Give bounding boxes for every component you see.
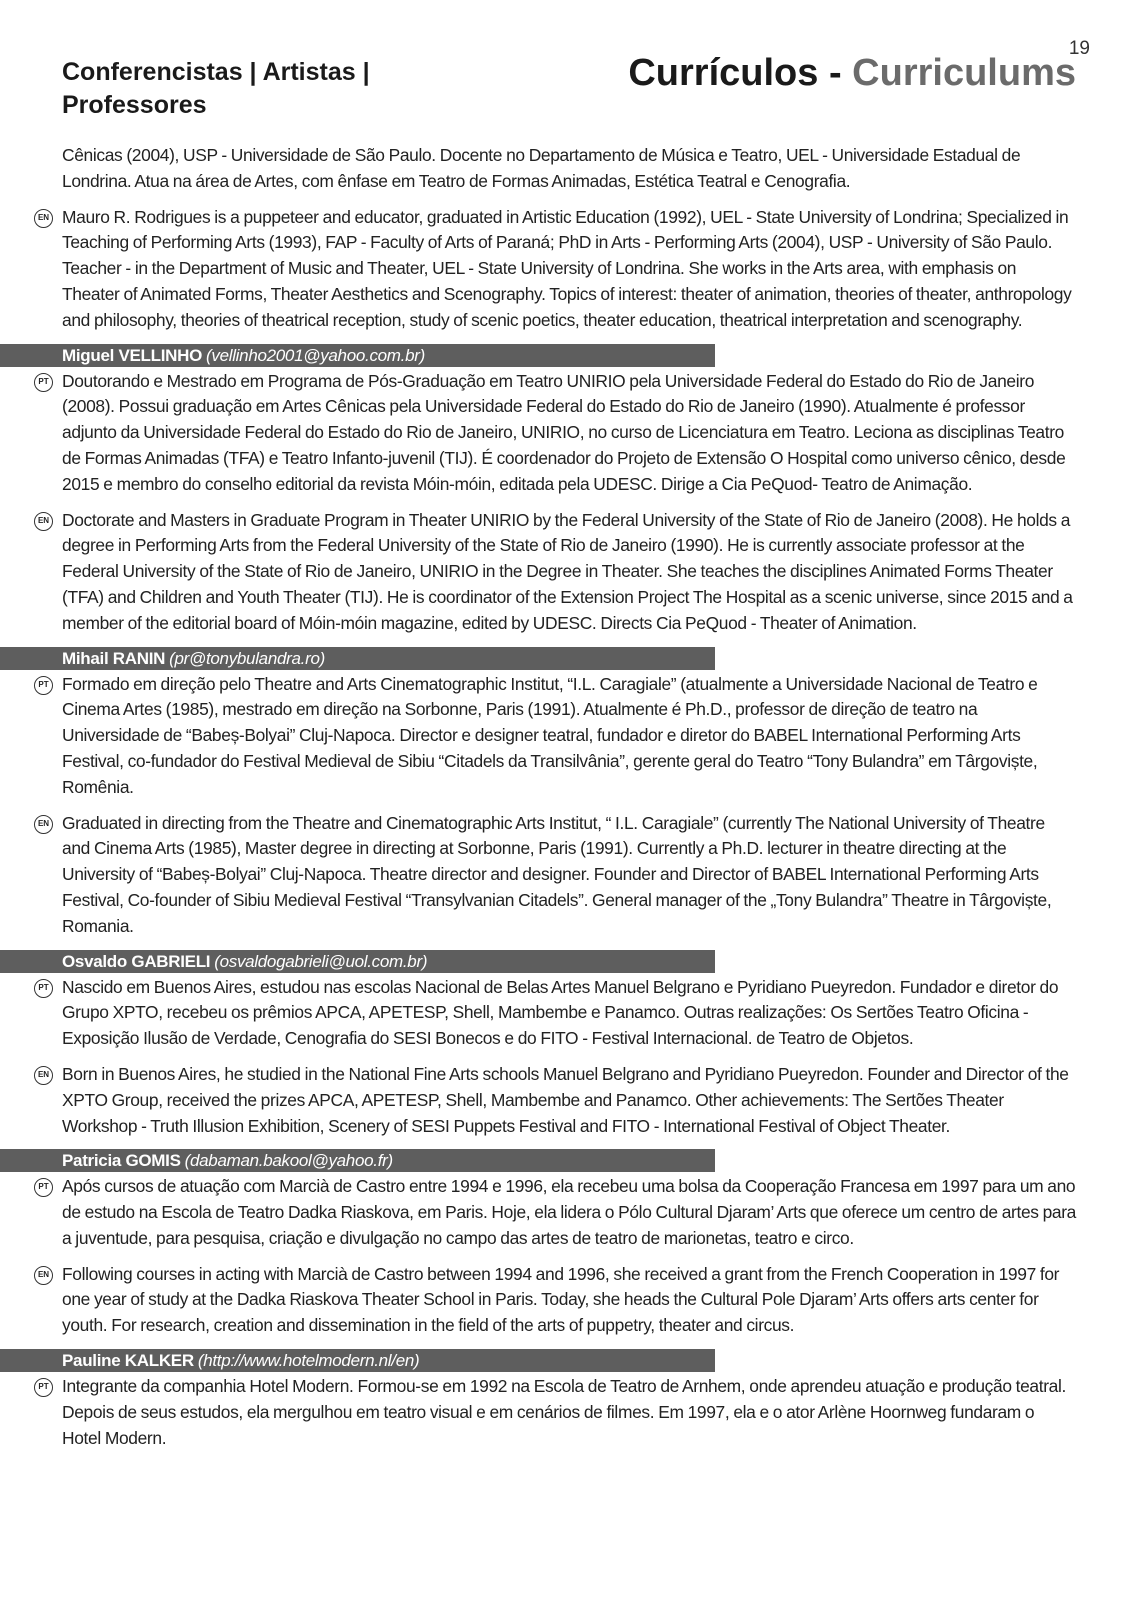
entry-name-bar: [0, 950, 715, 973]
entry-en-paragraph: [37, 1062, 1076, 1139]
page-title: [628, 52, 1076, 95]
intro-en-paragraph: [37, 205, 1076, 334]
entry-name-bar: [0, 1149, 715, 1172]
entry-pt-text: Após cursos de atuação com Marcià de Castro entre 1994 e 1996, ela recebeu uma bolsa da Cooperação Francesa em 1997 para um ano de estudo na Escola de Teatro Dadka Riaskova, em Paris. Hoje, ela lidera o Pólo Cultural Djaram’ Arts que oferece um centro de artes para a juventude, para pesquisa, criação e divulgação no campo das artes de teatro de marionetas, teatro e circo.: [62, 1176, 1076, 1248]
en-language-icon: EN: [34, 1266, 53, 1285]
entry: [0, 1149, 1132, 1339]
page-number: 19: [1068, 38, 1090, 59]
entry-contact: (osvaldogabrieli@uol.com.br): [214, 951, 428, 971]
entry: [0, 1349, 1132, 1451]
entry-en-paragraph: [37, 1262, 1076, 1339]
entry-pt-text: Integrante da companhia Hotel Modern. Formou-se em 1992 na Escola de Teatro de Arnhem, onde aprendeu atuação e produção teatral. Depois de seus estudos, ela mergulhou em teatro visual e em cenários de filmes. Em 1997, ela e o ator Arlène Hoornweg fundaram o Hotel Modern.: [62, 1376, 1066, 1448]
entries-list: [0, 344, 1132, 1452]
section-header: Conferencistas | Artistas | Professores: [62, 58, 370, 119]
entry-pt-paragraph: [38, 672, 1076, 801]
entry-name: Mihail RANIN: [62, 648, 166, 668]
entry-name: Pauline KALKER: [62, 1351, 194, 1371]
en-language-icon: EN: [34, 815, 53, 834]
entry-pt-text: Formado em direção pelo Theatre and Arts Cinematographic Institut, “I.L. Caragiale” (atualmente a Universidade Nacional de Teatro e Cinema Artes (1985), mestrado em direção na Sorbonne, Paris (1991). Atualmente é Ph.D., professor de direção de teatro na Universidade de “Babeș-Bolyai” Cluj-Napoca. Director e designer teatral, fundador e diretor do BABEL International Performing Arts Festival, co-fundador do Festival Medieval de Sibiu “Citadels da Transilvânia”, gerente geral do Teatro “Tony Bulandra” em Târgoviște, Romênia.: [62, 673, 1038, 797]
entry-contact: (vellinho2001@yahoo.com.br): [206, 345, 425, 365]
entry-name: Patricia GOMIS: [62, 1151, 181, 1171]
entry-contact: (http://www.hotelmodern.nl/en): [197, 1351, 420, 1371]
entry-en-text: Doctorate and Masters in Graduate Program in Theater UNIRIO by the Federal University of the State of Rio de Janeiro (2008). He holds a degree in Performing Arts from the Federal University of the State of Rio de Janeiro (1990). He is currently associate professor at the Federal University of the State of Rio de Janeiro, UNIRIO in the Degree in Theater. She teaches the disciplines Animated Forms Theater (TFA) and Children and Youth Theater (TIJ). He is coordinator of the Extension Project The Hospital as a scenic universe, since 2015 and a member of the editorial board of Móin-móin magazine, edited by UDESC. Directs Cia PeQuod - Theater of Animation.: [62, 509, 1073, 633]
entry-en-paragraph: [37, 508, 1076, 637]
entry: [0, 344, 1132, 637]
entry-pt-paragraph: [38, 975, 1076, 1052]
pt-language-icon: PT: [34, 676, 53, 695]
entry: [0, 647, 1132, 940]
pt-language-icon: PT: [34, 1378, 53, 1397]
entry-name-bar: [0, 1349, 715, 1372]
entry-name: Miguel VELLINHO: [62, 345, 203, 365]
entry-pt-paragraph: [38, 1374, 1076, 1451]
entry-en-text: Graduated in directing from the Theatre and Cinematographic Arts Institut, “ I.L. Caragiale” (currently The National University of Theatre and Cinema Arts (1985), Master degree in directing at Sorbonne, Paris (1991). Currently a Ph.D. lecturer in theatre directing at the University of “Babeș-Bolyai” Cluj-Napoca. Theatre director and designer. Founder and Director of BABEL International Performing Arts Festival, Co-founder of Sibiu Medieval Festival “Transylvanian Citadels”. General manager of the „Tony Bulandra” Theatre in Târgoviște, Romania.: [62, 812, 1052, 936]
entry-pt-text: Nascido em Buenos Aires, estudou nas escolas Nacional de Belas Artes Manuel Belgrano e Pyridiano Pueyredon. Fundador e diretor do Grupo XPTO, recebeu os prêmios APCA, APETESP, Shell, Mambembe e Panamco. Outras realizações: Os Sertões Teatro Oficina - Exposição Ilusão de Verdade, Cenografia do SESI Bonecos e do FITO - Festival Internacional. de Teatro de Objetos.: [62, 976, 1059, 1049]
pt-language-icon: PT: [34, 979, 53, 998]
entry-pt-text: Doutorando e Mestrado em Programa de Pós-Graduação em Teatro UNIRIO pela Universidade Federal do Estado do Rio de Janeiro (2008). Possui graduação em Artes Cênicas pela Universidade Federal do Estado do Rio de Janeiro (1990). Atualmente é professor adjunto da Universidade Federal do Estado do Rio de Janeiro, UNIRIO, no curso de Licenciatura em Teatro. Leciona as disciplinas Teatro de Formas Animadas (TFA) e Teatro Infanto-juvenil (TIJ). É coordenador do Projeto de Extensão O Hospital como universo cênico, desde 2015 e membro do conselho editorial da revista Móin-móin, editada pela UDESC. Dirige a Cia PeQuod- Teatro de Animação.: [62, 370, 1066, 494]
pt-language-icon: PT: [34, 1178, 53, 1197]
entry-en-text: Following courses in acting with Marcià de Castro between 1994 and 1996, she received a grant from the French Cooperation in 1997 for one year of study at the Dadka Riaskova Theater School in Paris. Today, she heads the Cultural Pole Djaram’ Arts offers arts center for youth. For research, creation and dissemination in the field of the arts of puppetry, theater and circus.: [62, 1263, 1060, 1336]
entry: [0, 950, 1132, 1140]
intro-en-text: Mauro R. Rodrigues is a puppeteer and educator, graduated in Artistic Education (1992), UEL - State University of Londrina; Specialized in Teaching of Performing Arts (1993), FAP - Faculty of Arts of Paraná; PhD in Arts - Performing Arts (2004), USP - University of São Paulo. Teacher - in the Department of Music and Theater, UEL - State University of Londrina. She works in the Arts area, with emphasis on Theater of Animated Forms, Theater Aesthetics and Scenography. Topics of interest: theater of animation, theories of theater, anthropology and philosophy, theories of theatrical reception, study of scenic poetics, theater education, theatrical interpretation and scenography.: [62, 206, 1072, 330]
entry-en-paragraph: [37, 811, 1076, 940]
entry-contact: (pr@tonybulandra.ro): [169, 648, 325, 668]
en-language-icon: EN: [34, 1066, 53, 1085]
content: [0, 143, 1132, 1461]
entry-name: Osvaldo GABRIELI: [62, 951, 211, 971]
intro-pt-paragraph: Cênicas (2004), USP - Universidade de São Paulo. Docente no Departamento de Música e Teatro, UEL - Universidade Estadual de Londrina. Atua na área de Artes, com ênfase em Teatro de Formas Animadas, Estética Teatral e Cenografia.: [62, 145, 1021, 191]
pt-language-icon: PT: [34, 373, 53, 392]
entry-name-bar: [0, 647, 715, 670]
page-title-main: Currículos -: [628, 52, 853, 94]
entry-en-text: Born in Buenos Aires, he studied in the National Fine Arts schools Manuel Belgrano and Pyridiano Pueyredon. Founder and Director of the XPTO Group, received the prizes APCA, APETESP, Shell, Mambembe and Panamco. Other achievements: The Sertões Theater Workshop - Truth Illusion Exhibition, Scenery of SESI Puppets Festival and FITO - International Festival of Object Theater.: [62, 1063, 1069, 1136]
entry-name-bar: [0, 344, 715, 367]
en-language-icon: EN: [34, 512, 53, 531]
entry-pt-paragraph: [38, 1174, 1076, 1251]
page-title-light: Curriculums: [852, 52, 1076, 94]
entry-contact: (dabaman.bakool@yahoo.fr): [184, 1151, 393, 1171]
entry-pt-paragraph: [38, 369, 1076, 498]
en-language-icon: EN: [34, 209, 53, 228]
